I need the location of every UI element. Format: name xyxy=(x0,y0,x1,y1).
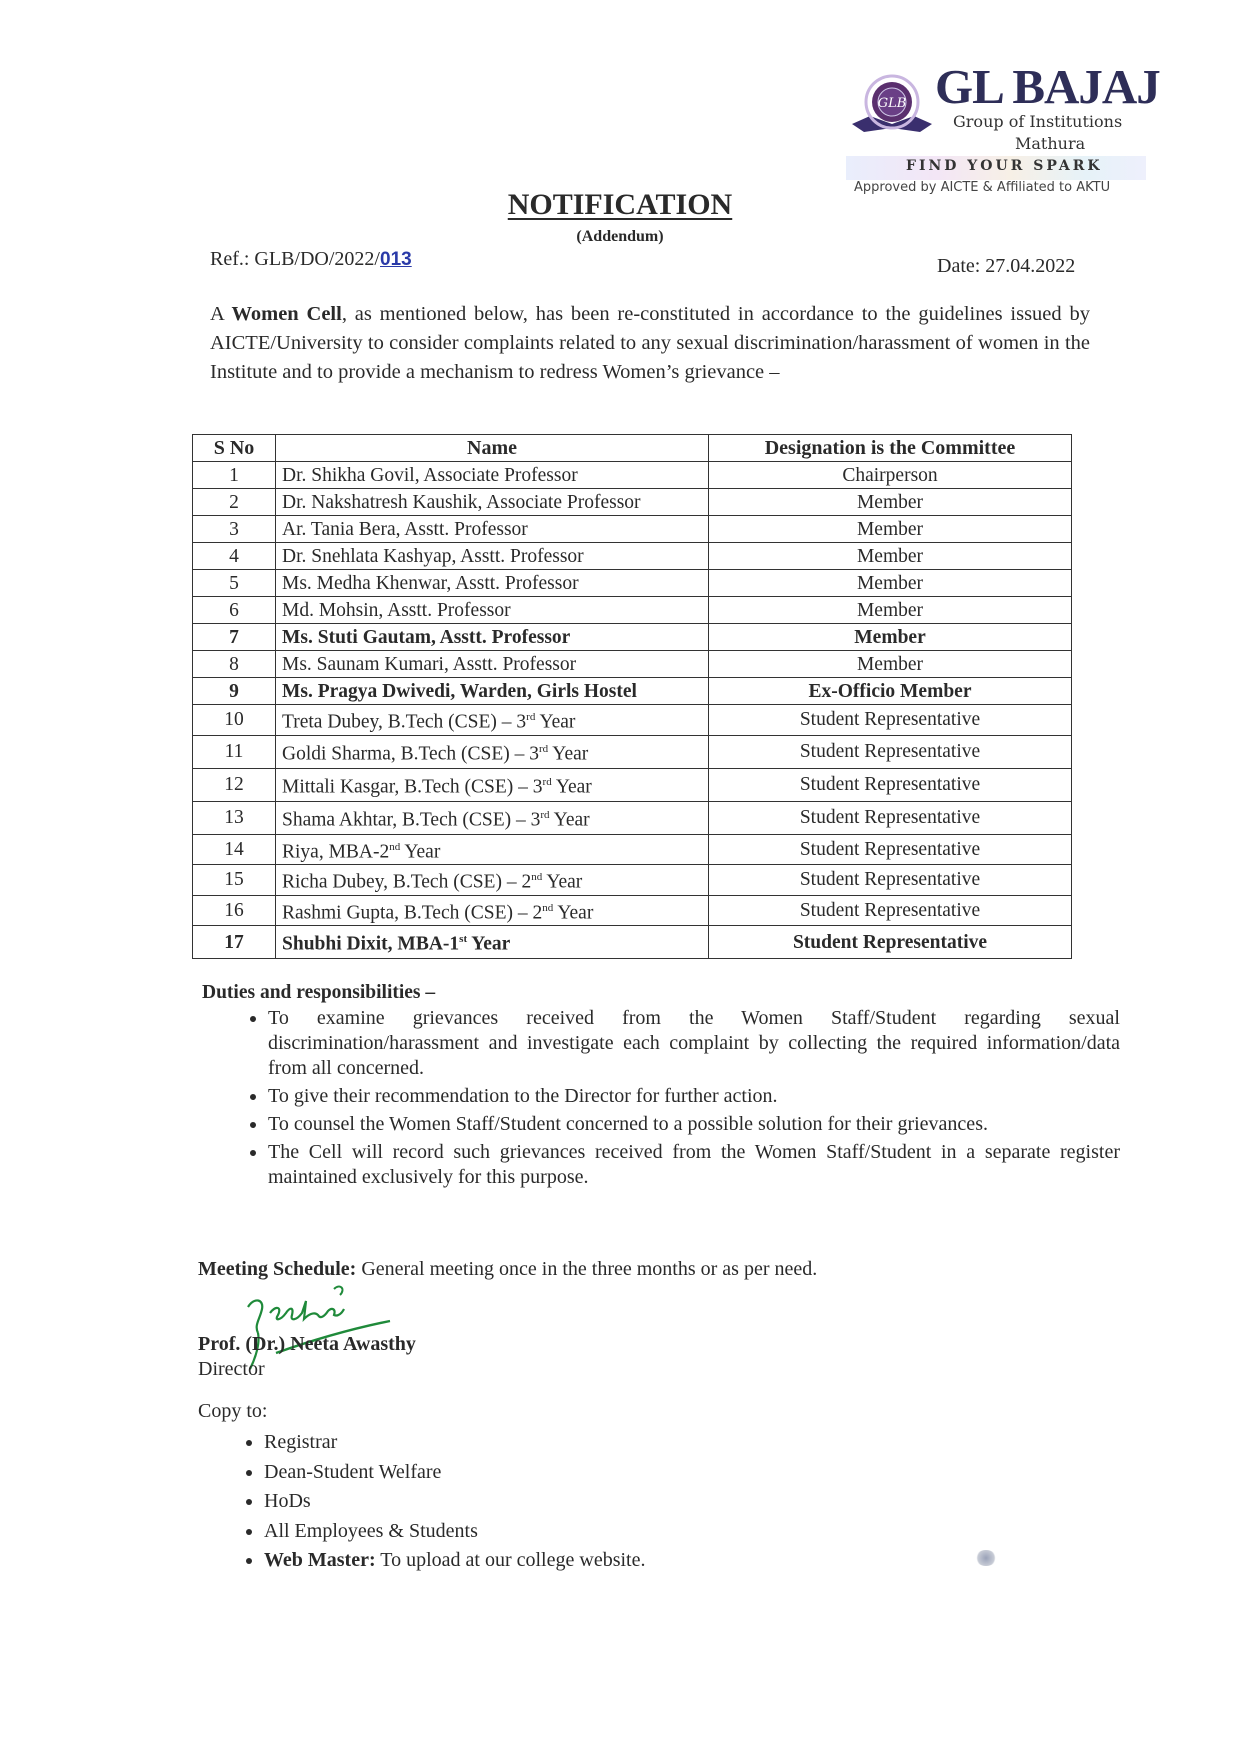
copy-to-heading: Copy to: xyxy=(198,1400,268,1422)
reference-handwritten-number: 013 xyxy=(380,249,412,270)
committee-members-table xyxy=(192,434,1072,959)
table-row: 6 Md. Mohsin, Asstt. Professor Member xyxy=(193,597,1072,624)
header-name: Name xyxy=(276,435,709,462)
intro-paragraph: A Women Cell, as mentioned below, has been re-constituted in accordance to the guidelines issued by AICTE/University to consider complaints related to any sexual discrimination/harassment of women in the Institute and to provide a mechanism to redress Women’s grievance – xyxy=(210,303,1090,383)
page-subtitle: (Addendum) xyxy=(576,228,664,245)
ink-smudge xyxy=(975,1550,997,1566)
duties-heading: Duties and responsibilities – xyxy=(202,982,436,1003)
institution-emblem-icon xyxy=(850,72,934,142)
reference-number: Ref.: GLB/DO/2022/013 xyxy=(210,248,412,270)
table-row: 10 Treta Dubey, B.Tech (CSE) – 3rd Year Student Representative xyxy=(193,705,1072,736)
table-row: 1 Dr. Shikha Govil, Associate Professor Chairperson xyxy=(193,462,1072,489)
table-row: 4 Dr. Snehlata Kashyap, Asstt. Professor Member xyxy=(193,543,1072,570)
table-row: 13 Shama Akhtar, B.Tech (CSE) – 3rd Year Student Representative xyxy=(193,801,1072,834)
table-row: 14 Riya, MBA-2nd Year Student Representative xyxy=(193,834,1072,865)
table-row: 8 Ms. Saunam Kumari, Asstt. Professor Member xyxy=(193,651,1072,678)
copy-to-list xyxy=(230,1428,645,1576)
table-row: 16 Rashmi Gupta, B.Tech (CSE) – 2nd Year Student Representative xyxy=(193,895,1072,926)
notification-date: Date: 27.04.2022 xyxy=(937,255,1076,277)
signature-icon xyxy=(240,1285,430,1375)
table-row: 17 Shubhi Dixit, MBA-1st Year Student Representative xyxy=(193,926,1072,959)
letterhead-logo xyxy=(850,59,1160,202)
header-designation: Designation is the Committee xyxy=(709,435,1072,462)
list-item: • Web Master: To upload at our college website. xyxy=(264,1546,645,1576)
duties-list xyxy=(230,1006,1120,1193)
list-item: • Registrar xyxy=(264,1428,645,1458)
table-row: 2 Dr. Nakshatresh Kaushik, Associate Professor Member xyxy=(193,489,1072,516)
brand-group: Group of Institutions xyxy=(953,112,1123,131)
signatory-name: Prof. (Dr.) Neeta Awasthy xyxy=(198,1333,416,1355)
list-item: • The Cell will record such grievances received from the Women Staff/Student in a separate register maintained exclusively for this purpose. xyxy=(268,1140,1120,1190)
table-row: 5 Ms. Medha Khenwar, Asstt. Professor Member xyxy=(193,570,1072,597)
signatory-role: Director xyxy=(198,1358,265,1380)
list-item: • To counsel the Women Staff/Student concerned to a possible solution for their grievances. xyxy=(268,1112,1120,1137)
approval-line: Approved by AICTE & Affiliated to AKTU xyxy=(854,180,1111,195)
list-item: • Dean-Student Welfare xyxy=(264,1458,645,1488)
brand-city: Mathura xyxy=(1015,134,1086,153)
list-item: • All Employees & Students xyxy=(264,1517,645,1547)
header-sno: S No xyxy=(193,435,276,462)
list-item: • To examine grievances received from the Women Staff/Student regarding sexual discrimination/harassment and investigate each complaint by collecting the required information/data from all concerned. xyxy=(268,1006,1120,1081)
list-item: • To give their recommendation to the Director for further action. xyxy=(268,1084,1120,1109)
table-row: 3 Ar. Tania Bera, Asstt. Professor Member xyxy=(193,516,1072,543)
brand-name: GL BAJAJ xyxy=(935,59,1160,114)
brand-tagline: FIND YOUR SPARK xyxy=(906,158,1103,174)
table-row: 12 Mittali Kasgar, B.Tech (CSE) – 3rd Year Student Representative xyxy=(193,768,1072,801)
page-title: NOTIFICATION xyxy=(507,188,733,221)
meeting-schedule: Meeting Schedule: General meeting once in the three months or as per need. xyxy=(198,1258,818,1280)
list-item: • HoDs xyxy=(264,1487,645,1517)
svg-text:GLB: GLB xyxy=(877,96,907,111)
table-row: 15 Richa Dubey, B.Tech (CSE) – 2nd Year Student Representative xyxy=(193,865,1072,896)
table-row: 11 Goldi Sharma, B.Tech (CSE) – 3rd Year Student Representative xyxy=(193,735,1072,768)
table-header-row xyxy=(193,435,1072,462)
table-row: 7 Ms. Stuti Gautam, Asstt. Professor Member xyxy=(193,624,1072,651)
table-row: 9 Ms. Pragya Dwivedi, Warden, Girls Hostel Ex-Officio Member xyxy=(193,678,1072,705)
